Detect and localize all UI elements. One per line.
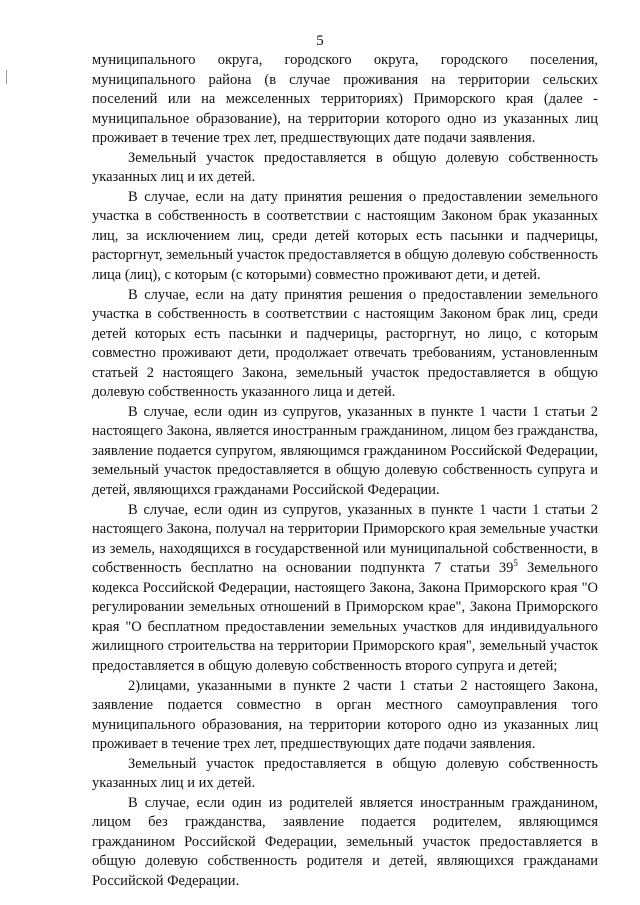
paragraph: Земельный участок предоставляется в общую долевую собственность указанных лиц и их детей. [92, 149, 598, 186]
paragraph-text-before: В случае, если один из супругов, указанных в пункте 1 части 1 статьи 2 настоящего Закона, получал на территории Приморского края земельные участки из земель, находящихся в государственной или муниципальной собственности, в собственность бесплатно на основании подпункта 7 статьи 39 [92, 501, 598, 577]
paragraph-text-after: Земельного кодекса Российской Федерации, настоящего Закона, Закона Приморского края "О регулировании земельных отношений в Приморском крае", Закона Приморского края "О бесплатном предоставлении земельных участков для индивидуального жилищного строительства на территории Приморского края", земельный участок предоставляется в общую долевую собственность второго супруга и детей; [92, 560, 598, 674]
paragraph: В случае, если на дату принятия решения о предоставлении земельного участка в собственность в соответствии с настоящим Законом брак лиц, среди детей которых есть пасынки и падчерицы, расторгнут, но лицо, с которым совместно проживают дети, продолжает отвечать требованиям, установленным статьей 2 настоящего Закона, земельный участок предоставляется в общую долевую собственность указанного лица и детей. [92, 286, 598, 401]
paragraph-with-superscript [92, 501, 598, 677]
paragraph-continuation: муниципального округа, городского округа, городского поселения, муниципального района (в случае проживания на территории сельских поселений или на межселенных территориях) Приморского края (далее - муниципальное образование), на территории которого одно из указанных лиц проживает в течение трех лет, предшествующих дате подачи заявления. [92, 52, 598, 147]
superscript-article-index: 5 [513, 558, 518, 569]
margin-mark [6, 70, 7, 84]
paragraph: В случае, если один из супругов, указанных в пункте 1 части 1 статьи 2 настоящего Закона, является иностранным гражданином, лицом без гражданства, заявление подается супругом, являющимся гражданином Российской Федерации, земельный участок предоставляется в общую долевую собственность супруга и детей, являющихся гражданами Российской Федерации. [92, 403, 598, 499]
paragraph: 2)лицами, указанными в пункте 2 части 1 статьи 2 настоящего Закона, заявление подается совместно в орган местного самоуправления того муниципального образования, на территории которого одно из указанных лиц проживает в течение трех лет, предшествующих дате подачи заявления. [92, 677, 598, 753]
page-number: 5 [316, 33, 324, 49]
paragraph: В случае, если на дату принятия решения о предоставлении земельного участка в собственность в соответствии с настоящим Законом брак указанных лиц, за исключением лиц, среди детей которых есть пасынки и падчерицы, расторгнут, земельный участок предоставляется в общую долевую собственность лица (лиц), с которым (с которыми) совместно проживают дети, и детей. [92, 188, 598, 284]
paragraph: В случае, если один из родителей является иностранным гражданином, лицом без гражданства, заявление подается родителем, являющимся гражданином Российской Федерации, земельный участок предоставляется в общую долевую собственность родителя и детей, являющихся гражданами Российской Федерации. [92, 794, 598, 889]
paragraph: Земельный участок предоставляется в общую долевую собственность указанных лиц и их детей. [92, 755, 598, 792]
document-body [92, 51, 598, 892]
